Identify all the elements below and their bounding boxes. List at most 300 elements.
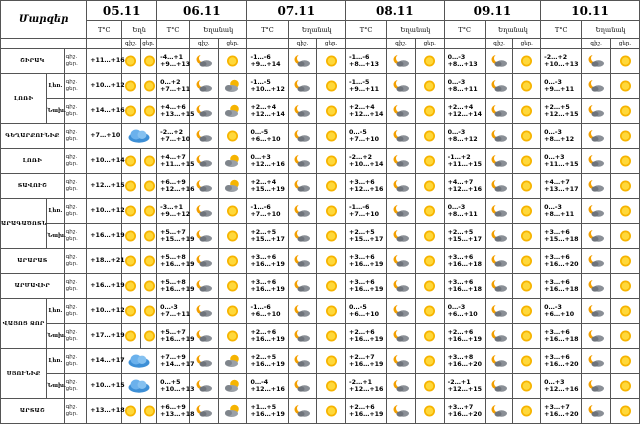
day-temp: +13…+17 [544,186,579,193]
region-name: ԳԵՂԱՐՔՈՒՆԻՔ [1,124,65,149]
moon-cloud-icon [288,299,317,324]
sun-icon [513,49,541,74]
temp-cell [346,199,387,224]
day-temp: +15…+19 [250,186,285,193]
temp-cell [541,74,582,99]
night-temp: +2…+5 [447,228,474,236]
temp-cell [541,374,582,399]
night-temp: 0…-3 [544,78,562,86]
temp-cell [346,224,387,249]
sun-icon [513,199,541,224]
day-temp: +8…+11 [447,86,478,93]
day-temp: +16…+20 [447,411,482,418]
temp-cell [247,399,288,424]
temp-cell [444,399,485,424]
day-subheader: ցեր. [415,39,444,49]
temp-cell [444,349,485,374]
night-temp: 0…-5 [349,303,367,311]
day-temp: +11…+15 [160,161,195,168]
temp-subheader [346,39,387,49]
moon-cloud-icon [485,124,513,149]
night-temp: 0…+3 [544,378,565,386]
temp-cell [87,224,125,249]
day-temp: +8…+11 [447,211,478,218]
day-temp: +7…+11 [160,86,191,93]
sun-icon [317,199,346,224]
temp-cell [157,174,195,199]
region-name: ԱՐԱԳԱԾՈՏՆ [1,199,47,249]
sun-icon [415,124,444,149]
sun-icon [611,374,640,399]
day-temp: +8…+12 [544,136,575,143]
time-labels [64,199,87,224]
temp-cell [157,324,195,349]
night-temp: +2…+6 [349,328,375,336]
temp-cell [541,174,582,199]
sun-icon [218,324,247,349]
temp-cell [247,199,288,224]
temp-cell [541,224,582,249]
sun-icon [513,99,541,124]
night-temp: +2…+5 [544,103,570,111]
sun-icon [218,124,247,149]
day-temp: +12…+16 [250,386,285,393]
sun-icon [140,399,156,424]
night-temp: 0…-3 [447,53,466,61]
night-temp: +2…+4 [250,103,277,111]
day-temp: +9…+11 [349,86,380,93]
temp-cell [247,174,288,199]
day-temp: +14…+16 [90,107,125,115]
night-subheader: գիշ. [288,39,317,49]
moon-cloud-icon [387,274,416,299]
day-temp: +12…+15 [544,111,579,118]
day-temp: +8…+12 [447,136,478,143]
night-temp: +5…+8 [160,278,186,286]
moon-cloud-icon [582,174,611,199]
moon-cloud-icon [582,324,611,349]
sun-icon [513,249,541,274]
day-temp: +16…+19 [160,336,195,343]
day-temp: +16…+20 [544,261,579,268]
night-temp: +2…+6 [250,328,277,336]
sun-icon [513,224,541,249]
temp-cell [444,74,485,99]
night-temp: +6…+9 [160,403,186,411]
day-temp: +7…+11 [160,311,191,318]
temp-cell [157,124,190,149]
moon-cloud-icon [288,399,317,424]
moon-cloud-icon [288,199,317,224]
night-temp: +2…+6 [349,403,375,411]
temp-cell [444,374,485,399]
sun-cloud-icon [218,174,247,199]
day-temp: +16…+18 [447,261,482,268]
temp-cell [346,349,387,374]
moon-cloud-icon [485,274,513,299]
night-temp: -2…+2 [160,128,184,136]
moon-cloud-icon [288,74,317,99]
time-labels [64,349,87,374]
region-name: ՇԻՐԱԿ [1,49,65,74]
day-temp: +6…+10 [544,311,575,318]
sun-cloud-icon [218,349,247,374]
day-temp: +16…+20 [544,361,579,368]
sun-icon [218,249,247,274]
day-temp: +10…+15 [90,382,125,390]
night-temp: +3…+6 [349,278,375,286]
night-temp: +3…+6 [544,353,570,361]
day-temp: +16…+19 [250,286,285,293]
time-labels [64,224,87,249]
sun-icon [415,349,444,374]
time-labels [64,149,87,174]
day-header: 05.11 [87,1,157,21]
day-label: ցեր. [65,161,78,167]
temp-cell [541,349,582,374]
sun-icon [317,274,346,299]
sun-icon [513,274,541,299]
moon-cloud-icon [582,199,611,224]
day-temp: +16…+18 [544,286,579,293]
temp-subheader [541,39,582,49]
weather-col-header: Եղանակ [387,21,445,39]
temp-cell [444,324,485,349]
moon-cloud-icon [485,199,513,224]
day-temp: +10…+14 [90,157,125,165]
temp-cell [346,49,387,74]
sun-icon [611,124,640,149]
day-temp: +13…+15 [160,111,195,118]
region-name: ԼՈՌԻ [1,74,47,124]
sun-icon [317,99,346,124]
sun-icon [317,124,346,149]
sun-icon [611,74,640,99]
sun-icon [317,174,346,199]
sun-icon [611,174,640,199]
day-label: ցեր. [65,61,78,67]
sun-icon [415,249,444,274]
day-temp: +14…+17 [160,361,195,368]
sun-icon [513,124,541,149]
moon-cloud-icon [189,299,218,324]
region-name: ՏԱՎՈՒՇ [1,174,65,199]
night-temp: -1…+2 [447,153,471,161]
sun-icon [415,399,444,424]
night-temp: +3…+6 [544,328,570,336]
temp-cell [444,224,485,249]
day-temp: +11…+15 [544,161,579,168]
cloud-icon [122,349,157,374]
moon-cloud-icon [288,174,317,199]
night-temp: +5…+7 [160,228,186,236]
day-temp: +9…+12 [160,211,191,218]
day-temp: +7…+10 [90,132,121,140]
day-temp: +9…+11 [544,86,575,93]
temp-cell [87,49,125,74]
sun-icon [415,174,444,199]
day-temp: +6…+10 [349,311,380,318]
temp-cell [346,274,387,299]
temp-cell [444,199,485,224]
sun-icon [415,199,444,224]
night-label: գիշ. [65,128,78,135]
zone-label: Նախ. [47,99,64,124]
moon-cloud-icon [288,274,317,299]
day-temp: +7…+10 [250,211,281,218]
night-temp: +3…+6 [250,253,277,261]
moon-cloud-icon [387,249,416,274]
sun-icon [611,274,640,299]
sun-icon [140,74,156,99]
moon-cloud-icon [288,49,317,74]
day-subheader: ցեր. [317,39,346,49]
night-temp: +3…+8 [447,353,474,361]
sun-icon [611,299,640,324]
temp-cell [541,199,582,224]
night-temp: -2…+1 [349,378,372,386]
zone-label: Լեռ. [47,299,64,324]
temp-cell [87,124,122,149]
night-temp: +3…+6 [349,178,375,186]
moon-cloud-icon [189,199,218,224]
moon-cloud-icon [485,349,513,374]
night-temp: -1…-5 [250,78,271,86]
moon-cloud-icon [189,124,218,149]
day-temp: +17…+19 [90,332,125,340]
night-temp: +7…+9 [160,353,186,361]
temp-col-header: T°C [157,21,190,39]
sun-icon [611,324,640,349]
day-label: ցեր. [65,186,78,192]
night-temp: +2…+7 [349,353,375,361]
moon-cloud-icon [387,74,416,99]
day-header: 06.11 [157,1,247,21]
temp-cell [444,249,485,274]
night-temp: 0…-3 [160,303,178,311]
weather-col-header: Եղանակ [189,21,247,39]
day-temp: +10…+12 [250,86,285,93]
day-temp: +16…+19 [349,361,384,368]
day-temp: +12…+16 [250,161,285,168]
night-temp: +3…+6 [447,278,474,286]
sun-cloud-icon [218,99,247,124]
day-temp: +10…+13 [160,386,195,393]
temp-cell [157,149,195,174]
day-temp: +15…+17 [250,236,285,243]
night-temp: +3…+6 [544,253,570,261]
moon-cloud-icon [387,349,416,374]
night-label: գիշ. [65,378,78,385]
moon-cloud-icon [582,374,611,399]
moon-cloud-icon [582,224,611,249]
day-label: ցեր. [65,211,78,217]
night-temp: 0…-5 [250,128,269,136]
time-labels [64,249,87,274]
temp-cell [87,249,125,274]
night-temp: +3…+6 [447,253,474,261]
time-labels [64,299,87,324]
sun-icon [218,299,247,324]
temp-cell [247,349,288,374]
region-name: ԼՈՌԻ [1,149,65,174]
sun-icon [611,349,640,374]
sun-icon [611,249,640,274]
temp-cell [346,399,387,424]
sun-icon [513,74,541,99]
night-label: գիշ. [65,78,78,85]
night-temp: +3…+6 [544,228,570,236]
night-label: գիշ. [65,178,78,185]
moon-cloud-icon [485,149,513,174]
temp-cell [541,124,582,149]
day-subheader: ցեր. [513,39,541,49]
temp-cell [157,199,190,224]
day-temp: +6…+10 [250,311,281,318]
day-temp: +15…+17 [349,236,384,243]
day-label: ցեր. [65,286,78,292]
day-temp: +13…+18 [160,411,195,418]
temp-cell [87,399,125,424]
temp-cell [157,399,195,424]
night-temp: +3…+6 [544,278,570,286]
moon-cloud-icon [485,74,513,99]
moon-cloud-icon [387,174,416,199]
moon-cloud-icon [485,299,513,324]
day-temp: +8…+13 [447,61,478,68]
moon-cloud-icon [387,224,416,249]
sun-icon [415,149,444,174]
temp-cell [346,249,387,274]
sun-icon [140,299,156,324]
day-temp: +16…+19 [160,261,195,268]
temp-cell [346,374,387,399]
moon-cloud-icon [387,124,416,149]
cloud-icon [122,124,157,149]
moon-cloud-icon [582,124,611,149]
moon-cloud-icon [288,99,317,124]
time-labels [64,124,87,149]
day-temp: +15…+19 [160,236,195,243]
day-temp: +8…+13 [349,61,380,68]
weather-col-header: Եղանակ [485,21,540,39]
temp-cell [87,374,125,399]
night-temp: -2…+1 [447,378,471,386]
night-label: գիշ. [65,353,78,360]
night-temp: -1…-6 [349,203,370,211]
time-labels [64,399,87,424]
day-temp: +16…+19 [447,336,482,343]
temp-cell [247,149,288,174]
region-name: ՎԱՅՈՑ ՁՈՐ [1,299,47,349]
day-temp: +18…+21 [90,257,125,265]
moon-cloud-icon [288,149,317,174]
day-temp: +13…+18 [90,407,125,415]
temp-subheader [444,39,485,49]
night-temp: +2…+5 [250,353,277,361]
day-temp: +12…+16 [160,186,195,193]
day-temp: +12…+14 [349,111,384,118]
day-header: 09.11 [444,1,541,21]
temp-cell [346,124,387,149]
day-temp: +16…+18 [544,336,579,343]
day-label: ցեր. [65,136,78,142]
night-temp: -1…-5 [349,78,370,86]
sun-icon [611,99,640,124]
day-temp: +16…+19 [349,336,384,343]
night-temp: 0…+5 [160,378,181,386]
temp-cell [346,149,387,174]
day-temp: +12…+15 [447,386,482,393]
day-label: ցեր. [65,411,78,417]
temp-col-header: T°C [541,21,582,39]
day-temp: +11…+15 [447,161,482,168]
region-name: ԱՐՄԱՎԻՐ [1,274,65,299]
sun-icon [415,324,444,349]
moon-cloud-icon [387,99,416,124]
moon-cloud-icon [582,349,611,374]
sun-icon [140,274,156,299]
moon-cloud-icon [387,299,416,324]
temp-cell [247,274,288,299]
temp-cell [541,399,582,424]
night-temp: +4…+6 [160,103,186,111]
temp-cell [157,49,190,74]
sun-icon [317,149,346,174]
cloud-icon [122,374,157,399]
sun-icon [611,49,640,74]
day-temp: +15…+17 [447,236,482,243]
night-temp: +2…+4 [447,103,474,111]
sun-icon [513,174,541,199]
sun-icon [317,399,346,424]
time-labels [64,99,87,124]
night-temp: +2…+5 [250,228,277,236]
sun-cloud-icon [218,74,247,99]
temp-cell [247,49,288,74]
moon-cloud-icon [288,124,317,149]
moon-cloud-icon [582,49,611,74]
night-label: գիշ. [65,328,78,335]
night-temp: +3…+6 [250,278,277,286]
day-temp: +16…+19 [349,411,384,418]
temp-cell [157,274,195,299]
sun-cloud-icon [218,399,247,424]
day-temp: +12…+15 [90,182,125,190]
night-temp: 0…-3 [544,203,562,211]
day-temp: +16…+19 [90,282,125,290]
temp-cell [541,99,582,124]
sun-icon [140,324,156,349]
day-header: 07.11 [247,1,346,21]
night-temp: -1…-6 [250,53,271,61]
night-subheader: գիշ. [189,39,218,49]
moon-cloud-icon [485,324,513,349]
day-label: ցեր. [65,111,78,117]
night-temp: +3…+6 [349,253,375,261]
sun-icon [140,224,156,249]
day-temp: +8…+11 [544,211,575,218]
zone-label: Նախ. [47,224,64,249]
night-temp: +2…+4 [250,178,277,186]
moon-cloud-icon [485,99,513,124]
temp-cell [87,299,125,324]
sun-icon [415,74,444,99]
moon-cloud-icon [288,349,317,374]
night-subheader: գիշ. [582,39,611,49]
temp-cell [444,299,485,324]
night-label: գիշ. [65,53,78,60]
